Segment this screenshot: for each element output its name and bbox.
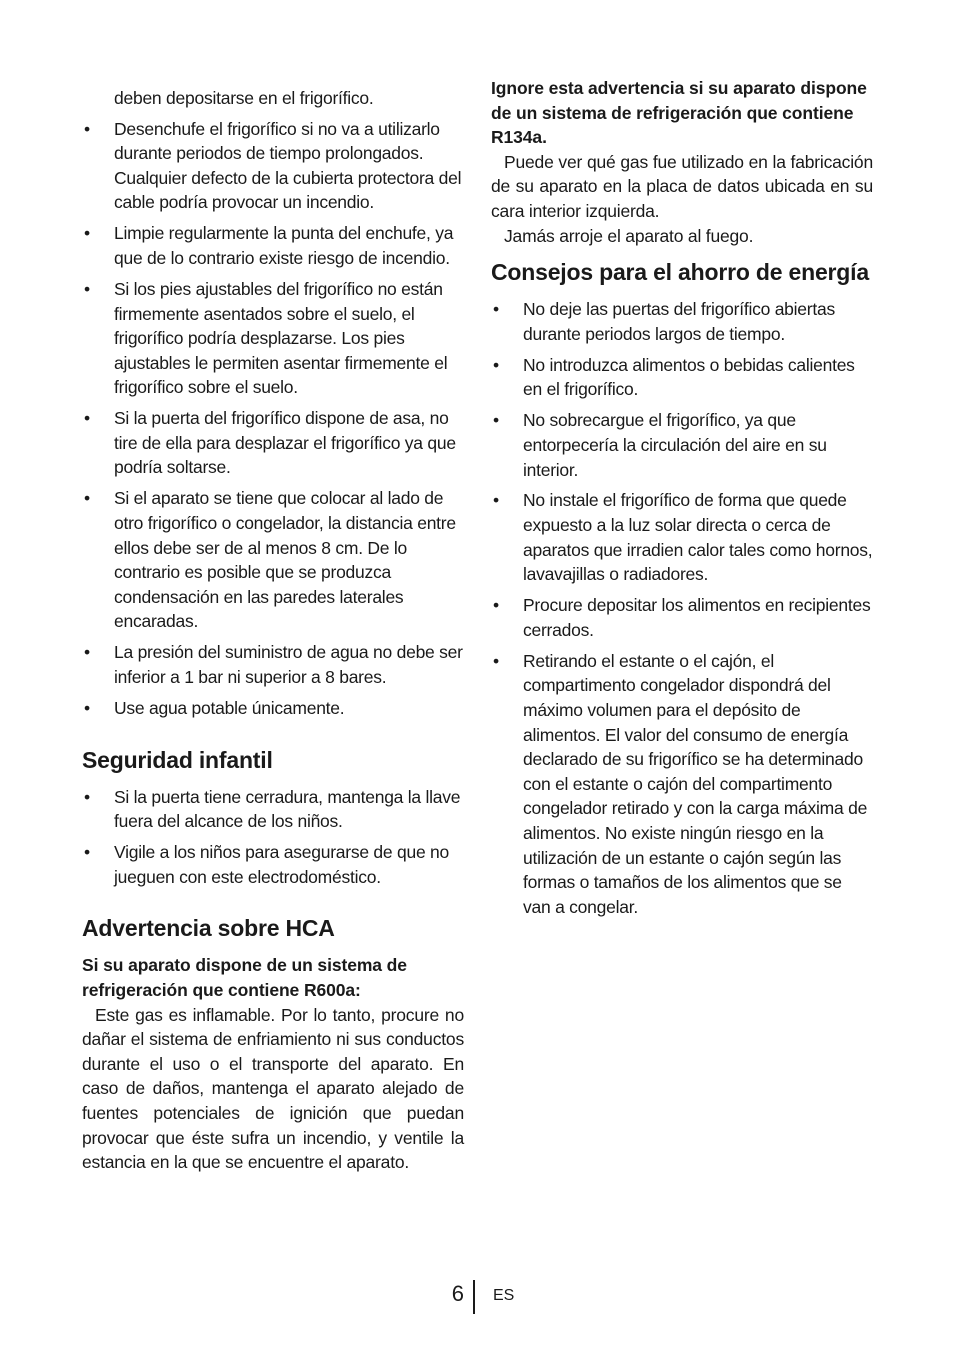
bullet-icon: • [493,490,499,511]
list-item: • La presión del suministro de agua no debe ser inferior a 1 bar ni superior a 8 bares. [84,642,463,688]
footer-divider [473,1280,475,1314]
bullet-icon: • [84,488,90,509]
bullet-icon: • [493,650,499,671]
fire-warning-paragraph: Jamás arroje el aparato al fuego. [504,225,754,246]
bullet-icon: • [493,410,499,431]
child-safety-list [82,785,464,890]
bullet-icon: • [84,278,90,299]
list-item: • Use agua potable únicamente. [82,696,464,721]
list-item: • No sobrecargue el frigorífico, ya que entorpecería la circulación del aire en su interior. [493,410,827,480]
list-item: • No deje las puertas del frigorífico abiertas durante periodos largos de tiempo. [493,299,835,344]
page-number: 6 [451,1281,464,1306]
bullet-icon: • [493,354,499,375]
bullet-icon: • [493,595,499,616]
gas-info-paragraph: Puede ver qué gas fue utilizado en la fabricación de su aparato en la placa de datos ubicada en su cara interior izquierda. [491,151,873,221]
list-item: • Si el aparato se tiene que colocar al lado de otro frigorífico o congelador, la distancia entre ellos debe ser de al menos 8 cm. De lo contrario es posible que se produzca condensación en las paredes laterales encaradas. [84,488,456,632]
bullet-icon: • [84,698,90,718]
hca-warning-heading: Advertencia sobre HCA [82,915,335,942]
bullet-icon: • [84,842,90,863]
list-item: • Si la puerta del frigorífico dispone de asa, no tire de ella para desplazar el frigorífico ya que podría soltarse. [84,408,456,478]
bullet-icon: • [84,223,90,244]
list-item: • Retirando el estante o el cajón, el compartimento congelador dispondrá del máximo volumen para el depósito de alimentos. El valor del consumo de energía declarado de su frigorífico se ha determinado con el estante o cajón del compartimento congelador retirado y con la carga máxima de alimentos. No existe ningún riesgo en la utilización de un estante o cajón según las formas o tamaños de los alimentos que se van a congelar. [493,650,868,917]
safety-bullet-list [82,117,464,721]
r134a-bold-intro: Ignore esta advertencia si su aparato dispone de un sistema de refrigeración que contiene R134a. [491,78,867,148]
left-column [82,86,464,1175]
bullet-icon: • [84,642,90,663]
child-safety-heading: Seguridad infantil [82,746,273,773]
hca-body-text: Este gas es inflamable. Por lo tanto, procure no dañar el sistema de enfriamiento ni sus conductos durante el uso o el transporte del aparato. En caso de daños, mantenga el aparato alejado de fuentes potenciales de ignición que puedan provocar que éste sufra un incendio, y ventile la estancia en la que se encuentre el aparato. [82,1004,464,1173]
continuation-text: deben depositarse en el frigorífico. [114,88,374,108]
bullet-icon: • [84,118,90,139]
language-code: ES [493,1287,515,1304]
list-item: • No instale el frigorífico de forma que quede expuesto a la luz solar directa o cerca de aparatos que irradien calor tales como hornos, lavavajillas o radiadores. [493,490,873,585]
list-item: • Procure depositar los alimentos en recipientes cerrados. [493,595,871,640]
list-item: • Vigile a los niños para asegurarse de que no jueguen con este electrodoméstico. [84,842,450,887]
bullet-icon: • [84,786,90,807]
list-item: • Si la puerta tiene cerradura, mantenga la llave fuera del alcance de los niños. [84,786,461,832]
energy-saving-list [491,297,873,919]
right-column [491,76,873,926]
bullet-icon: • [84,408,90,429]
list-item: • Desenchufe el frigorífico si no va a utilizarlo durante periodos de tiempo prolongados. Cualquier defecto de la cubierta protectora del cable podría provocar un incendio. [84,118,462,213]
hca-bold-intro: Si su aparato dispone de un sistema de refrigeración que contiene R600a: [82,955,407,1000]
bullet-icon: • [493,299,499,320]
energy-saving-heading: Consejos para el ahorro de energía [491,259,869,286]
list-item: • No introduzca alimentos o bebidas calientes en el frigorífico. [493,354,855,400]
list-item: • Limpie regularmente la punta del enchufe, ya que de lo contrario existe riesgo de incendio. [84,223,454,268]
list-item: • Si los pies ajustables del frigorífico no están firmemente asentados sobre el suelo, el frigorífico podría desplazarse. Los pies ajustables le permiten asentar firmemente el frigorífico sobre el suelo. [84,278,448,398]
page-footer [0,1280,954,1316]
